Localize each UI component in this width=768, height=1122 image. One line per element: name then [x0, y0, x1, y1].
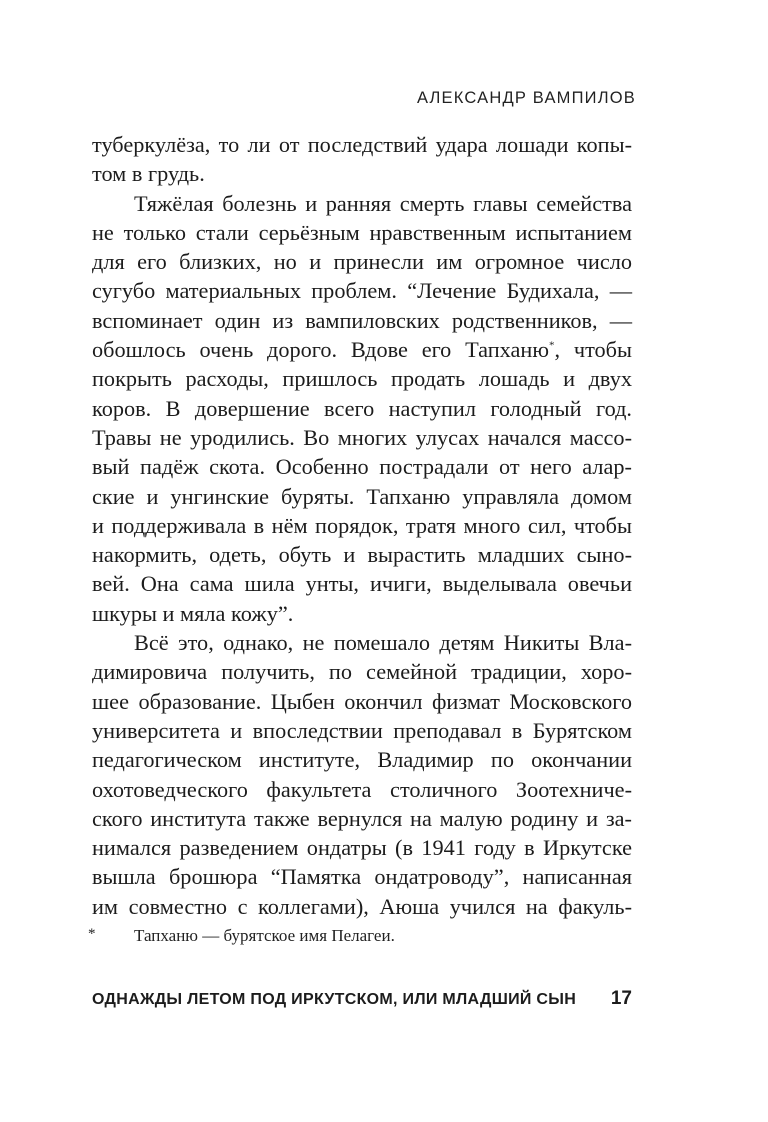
text-line: Травы не уродились. Во многих улусах начался массо-: [92, 424, 632, 450]
footnote-reference: *: [549, 339, 555, 352]
footnote-text: Тапханю — бурятское имя Пелагеи.: [134, 926, 395, 945]
text-line: им совместно с коллегами), Аюша учился на факуль-: [92, 893, 632, 919]
text-line: вый падёж скота. Особенно пострадали от него алар-: [92, 454, 632, 480]
text-line: Всё это, однако, не помешало детям Никиты Вла-: [134, 630, 632, 656]
text-line: не только стали серьёзным нравственным испытанием: [92, 219, 632, 245]
text-line: коров. В довершение всего наступил голодный год.: [92, 395, 632, 421]
book-title: ОДНАЖДЫ ЛЕТОМ ПОД ИРКУТСКОМ, ИЛИ МЛАДШИЙ СЫН: [92, 991, 577, 1008]
text-line: нимался разведением ондатры (в 1941 году в Иркутске: [92, 835, 632, 861]
text-line: для его близких, но и принесли им огромное число: [92, 249, 632, 275]
text-line: и поддерживала в нём порядок, тратя много сил, чтобы: [92, 512, 632, 538]
running-footer: [92, 988, 632, 1010]
footnote: [88, 926, 648, 946]
running-head-author: АЛЕКСАНДР ВАМПИЛОВ: [416, 89, 636, 107]
text-line: вышла брошюра “Памятка ондатроводу”, написанная: [92, 864, 632, 890]
text-line: университета и впоследствии преподавал в Бурятском: [92, 717, 632, 743]
text-line: сугубо материальных проблем. “Лечение Будихала, —: [92, 278, 632, 304]
text-line: Тяжёлая болезнь и ранняя смерть главы семейства: [134, 190, 632, 216]
text-line: шкуры и мяла кожу”.: [92, 600, 294, 626]
text-line: накормить, одеть, обуть и вырастить младших сыно-: [92, 542, 632, 568]
body-text: [92, 130, 632, 921]
text-segment: обошлось очень дорого. Вдове его Тапханю: [92, 337, 550, 363]
page-number: 17: [610, 988, 632, 1009]
text-line: педагогическом институте, Владимир по окончании: [92, 747, 632, 773]
text-line: димировича получить, по семейной традиции, хоро-: [92, 659, 632, 685]
text-line: вспоминает один из вампиловских родственников, —: [92, 307, 632, 333]
text-line: ские и унгинские буряты. Тапханю управляла домом: [92, 483, 632, 509]
text-line: вей. Она сама шила унты, ичиги, выделывала овечьи: [92, 571, 632, 597]
text-line-with-footnote: [92, 335, 632, 364]
text-line: шее образование. Цыбен окончил физмат Московского: [92, 688, 632, 714]
text-line: охотоведческого факультета столичного Зоотехниче-: [92, 776, 632, 802]
text-line: покрыть расходы, пришлось продать лошадь и двух: [92, 366, 632, 392]
text-line: ского института также вернулся на малую родину и за-: [92, 805, 632, 831]
text-segment: , чтобы: [554, 337, 632, 363]
text-line: том в грудь.: [92, 161, 205, 187]
text-line: туберкулёза, то ли от последствий удара лошади копы-: [92, 132, 632, 157]
footnote-mark: *: [88, 926, 96, 942]
